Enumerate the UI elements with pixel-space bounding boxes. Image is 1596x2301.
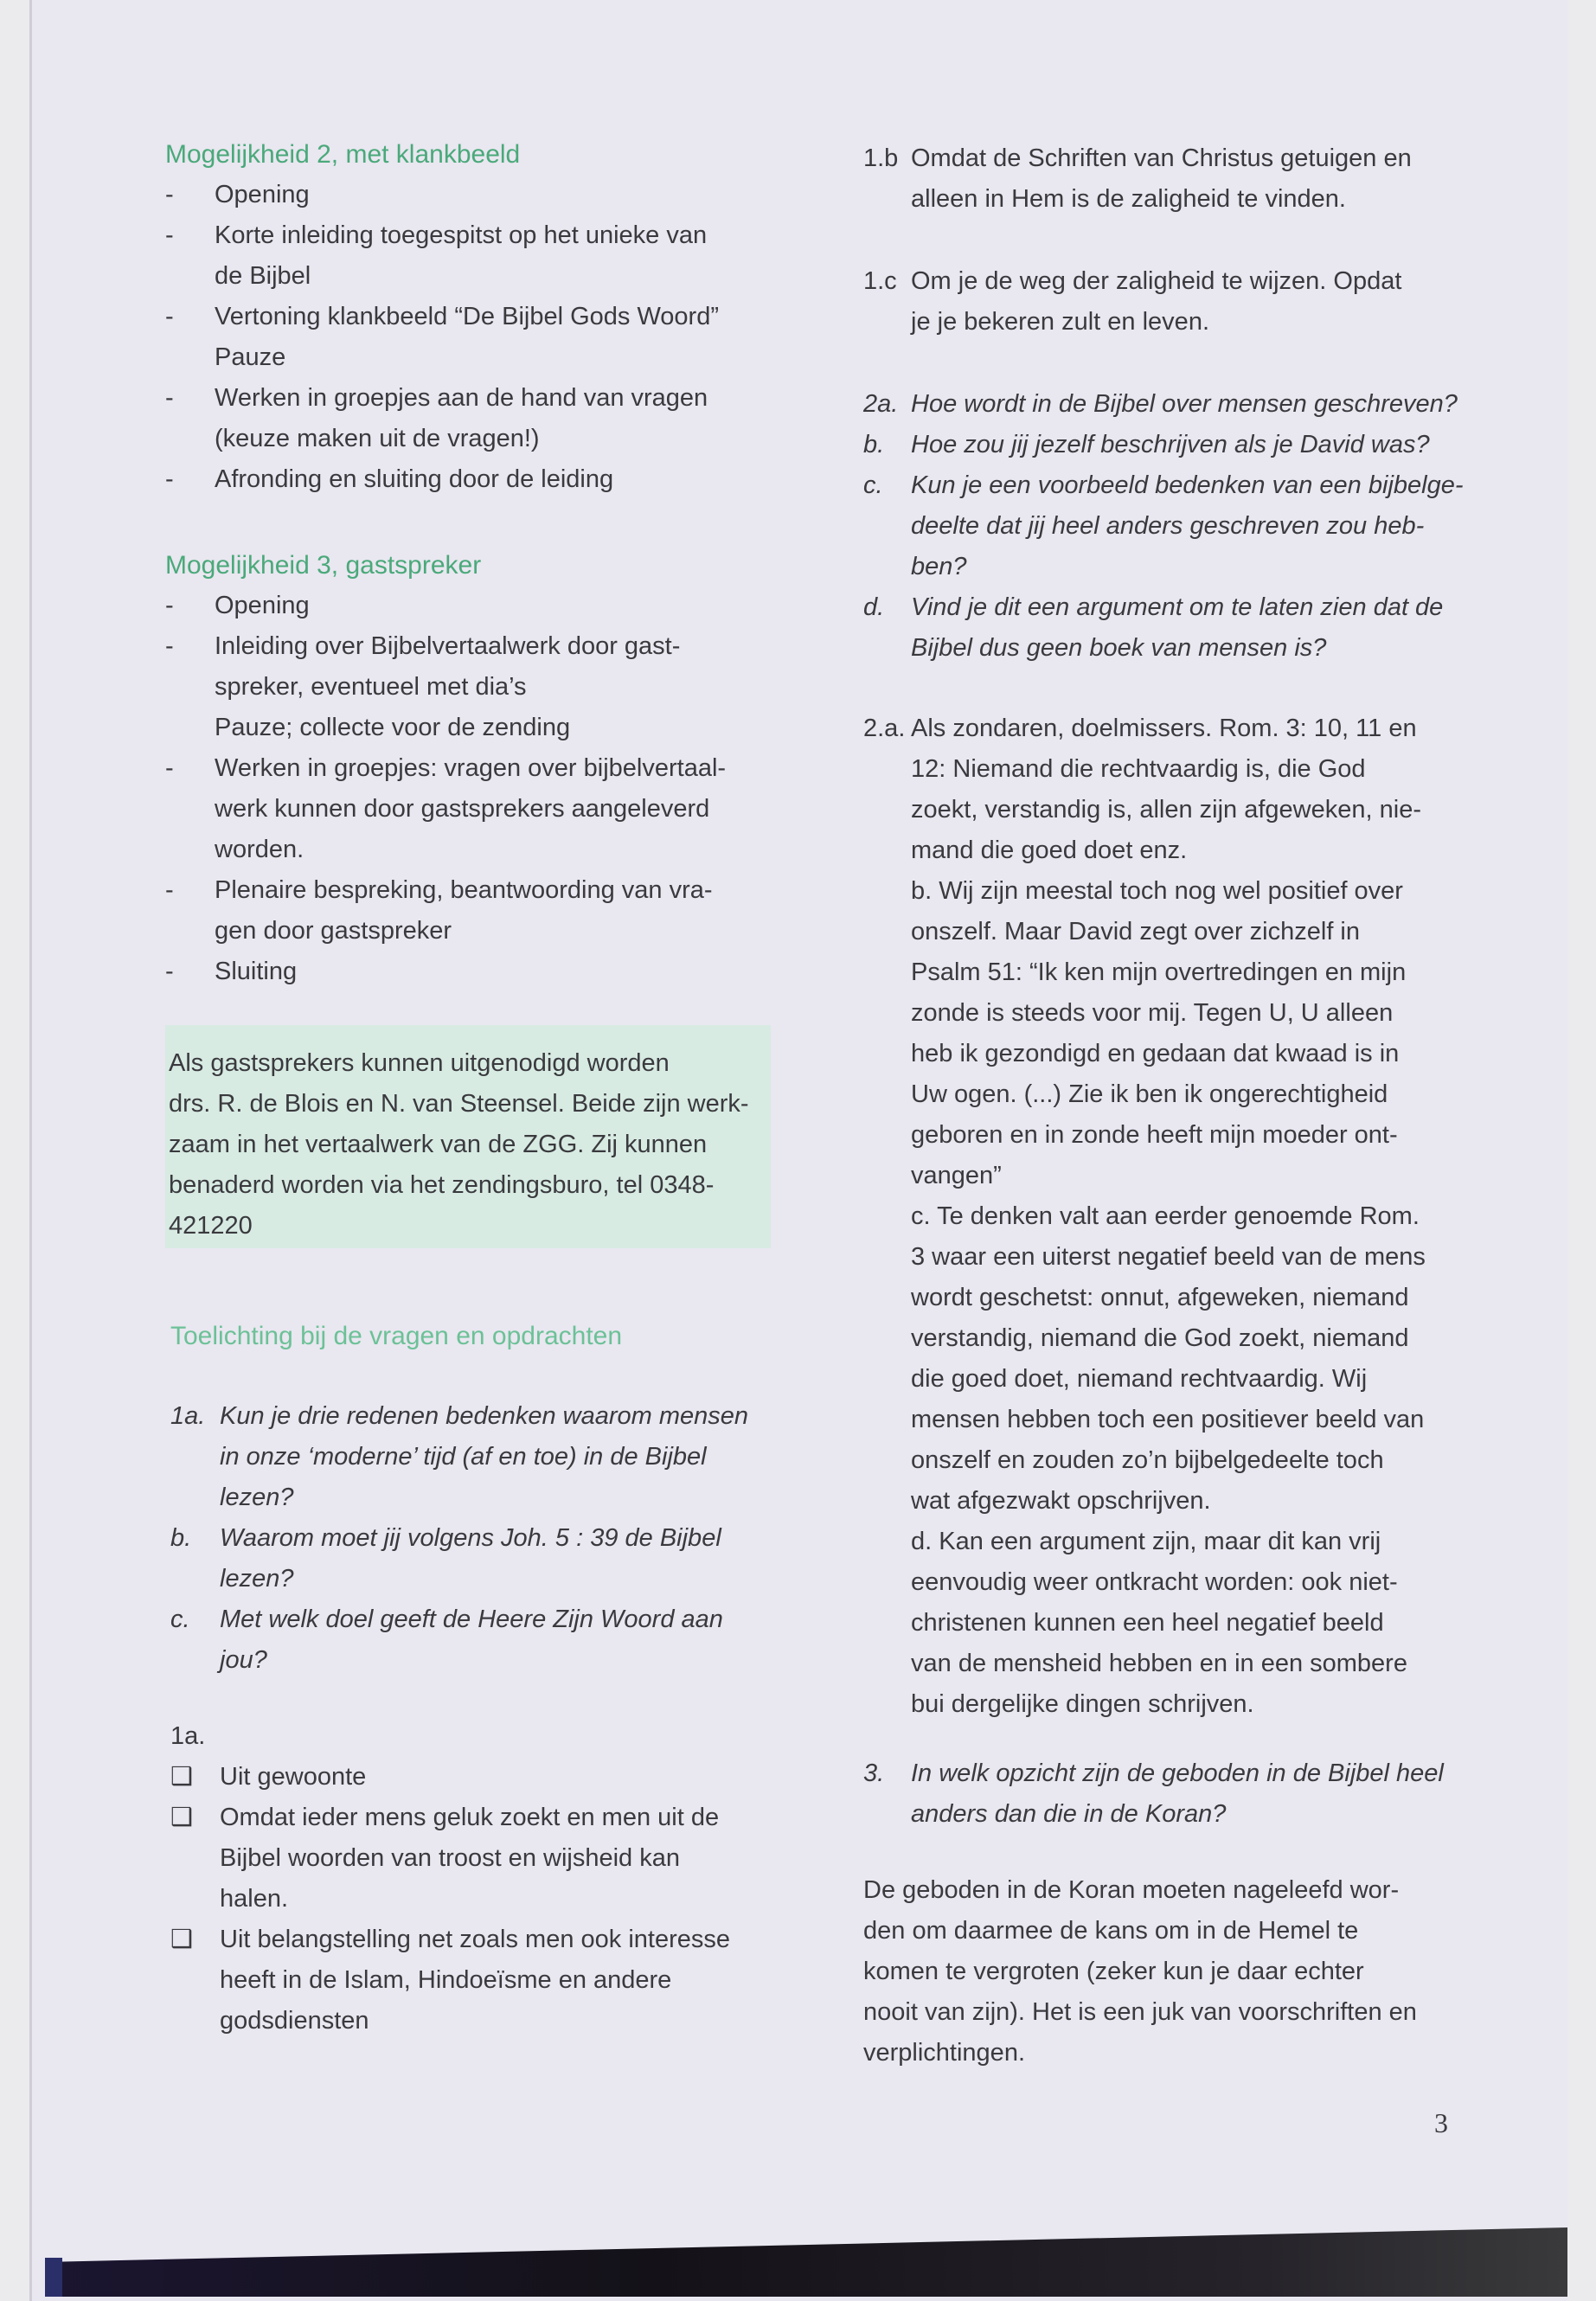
- item-text: [220, 1920, 730, 2041]
- item-text: [911, 587, 1443, 669]
- text-line: 3 waar een uiterst negatief beeld van de mens: [911, 1243, 1426, 1271]
- text-line: ben?: [911, 553, 967, 580]
- list-item: [165, 626, 726, 748]
- page-edge: [29, 0, 32, 2301]
- list-marker: 1a.: [170, 1402, 206, 1430]
- text-line: Werken in groepjes: vragen over bijbelvertaal-: [215, 754, 727, 782]
- text-line: d. Kan een argument zijn, maar dit kan vrij: [911, 1528, 1381, 1555]
- answer-1a-list: [170, 1757, 730, 2041]
- list-marker: b.: [863, 431, 885, 458]
- text-line: lezen?: [220, 1484, 294, 1511]
- text-line: mensen hebben toch een positiever beeld van: [911, 1406, 1425, 1433]
- list-marker: -: [165, 303, 174, 330]
- text-line: Werken in groepjes aan de hand van vragen: [215, 384, 708, 412]
- answer-2: [863, 708, 1426, 1725]
- text-line: benaderd worden via het zendingsburo, tel 0348-: [169, 1171, 715, 1199]
- text-line: Opening: [215, 592, 310, 619]
- list-item: [165, 870, 726, 952]
- list-item: [165, 586, 726, 626]
- list-marker: -: [165, 181, 174, 208]
- question-3: [863, 1753, 1444, 1835]
- checkbox-icon: ❑: [170, 1926, 193, 1953]
- list-item: [169, 1043, 749, 1247]
- text-line: heb ik gezondigd en gedaan dat kwaad is in: [911, 1040, 1400, 1067]
- text-line: godsdiensten: [220, 2007, 369, 2035]
- text-line: worden.: [215, 836, 304, 863]
- text-line: Inleiding over Bijbelvertaalwerk door gast-: [215, 632, 681, 660]
- scan-edge-mark: [45, 2258, 62, 2297]
- text-line: Als zondaren, doelmissers. Rom. 3: 10, 11 en: [911, 715, 1417, 742]
- text-line: verstandig, niemand die God zoekt, niemand: [911, 1324, 1409, 1352]
- list-marker: -: [165, 754, 174, 782]
- text-line: nooit van zijn). Het is een juk van voorschriften en: [863, 1998, 1417, 2026]
- list-item: [863, 384, 1464, 425]
- questions-1: [170, 1396, 748, 1681]
- text-line: Psalm 51: “Ik ken mijn overtredingen en mijn: [911, 958, 1407, 986]
- item-text: [215, 459, 613, 500]
- answer-1a-label: 1a.: [170, 1722, 206, 1750]
- answer-1b: [863, 138, 1412, 220]
- text-line: werk kunnen door gastsprekers aangeleverd: [215, 795, 710, 823]
- text-line: Uw ogen. (...) Zie ik ben ik ongerechtigheid: [911, 1080, 1388, 1108]
- list-marker: c.: [170, 1606, 190, 1633]
- text-line: jou?: [220, 1646, 267, 1674]
- item-text: [215, 175, 310, 215]
- text-line: Pauze: [215, 343, 286, 371]
- item-text: [215, 297, 719, 378]
- text-line: Kun je een voorbeeld bedenken van een bijbelge-: [911, 471, 1464, 499]
- text-line: Sluiting: [215, 958, 298, 985]
- text-line: Opening: [215, 181, 310, 208]
- list-marker: -: [165, 592, 174, 619]
- heading-option-3: Mogelijkheid 3, gastspreker: [165, 551, 482, 580]
- page-number: 3: [1434, 2107, 1448, 2138]
- heading-toelichting: Toelichting bij de vragen en opdrachten: [170, 1322, 623, 1350]
- list-item: [170, 1798, 730, 1920]
- text-line: in onze ‘moderne’ tijd (af en toe) in de Bijbel: [220, 1443, 707, 1471]
- item-text: [215, 215, 707, 297]
- text-line: Omdat ieder mens geluk zoekt en men uit de: [220, 1804, 720, 1831]
- text-line: Omdat de Schriften van Christus getuigen en: [911, 144, 1412, 172]
- list-item: [170, 1518, 748, 1599]
- list-item: [165, 952, 726, 992]
- item-text: [911, 384, 1458, 425]
- item-text: [215, 870, 713, 952]
- item-text: [220, 1599, 723, 1681]
- text-line: Als gastsprekers kunnen uitgenodigd worden: [169, 1049, 670, 1077]
- item-text: [911, 261, 1401, 343]
- list-item: [863, 138, 1412, 220]
- text-line: Waarom moet jij volgens Joh. 5 : 39 de Bijbel: [220, 1524, 721, 1552]
- list-marker: -: [165, 632, 174, 660]
- text-line: spreker, eventueel met dia’s: [215, 673, 527, 701]
- answer-3: [863, 1870, 1417, 2073]
- heading-option-2: Mogelijkheid 2, met klankbeeld: [165, 140, 521, 169]
- list-item: [863, 1870, 1417, 2073]
- list-marker: 3.: [863, 1759, 885, 1787]
- item-text: [220, 1518, 721, 1599]
- text-line: alleen in Hem is de zaligheid te vinden.: [911, 185, 1346, 213]
- text-line: Om je de weg der zaligheid te wijzen. Opdat: [911, 267, 1402, 295]
- text-line: Afronding en sluiting door de leiding: [215, 465, 614, 493]
- text-line: onszelf. Maar David zegt over zichzelf in: [911, 918, 1360, 945]
- item-text: [215, 626, 680, 748]
- text-line: onszelf en zouden zo’n bijbelgedeelte toch: [911, 1446, 1384, 1474]
- text-line: In welk opzicht zijn de geboden in de Bijbel heel: [911, 1759, 1444, 1787]
- list-item: [170, 1757, 730, 1798]
- list-marker: 1.b: [863, 144, 899, 172]
- text-line: Hoe zou jij jezelf beschrijven als je David was?: [911, 431, 1430, 458]
- text-line: Plenaire bespreking, beantwoording van vra-: [215, 876, 713, 904]
- item-text: [215, 952, 297, 992]
- list-item: [170, 1920, 730, 2041]
- list-item: [165, 748, 726, 870]
- text-line: Pauze; collecte voor de zending: [215, 714, 571, 741]
- list-item: [863, 465, 1464, 587]
- text-line: van de mensheid hebben en in een sombere: [911, 1650, 1407, 1677]
- list-item: [170, 1396, 748, 1518]
- item-text: [911, 425, 1430, 465]
- list-marker: -: [165, 384, 174, 412]
- questions-2: [863, 384, 1464, 669]
- item-text: [220, 1757, 366, 1798]
- text-line: christenen kunnen een heel negatief beeld: [911, 1609, 1384, 1637]
- text-line: c. Te denken valt aan eerder genoemde Rom.: [911, 1202, 1420, 1230]
- list-marker: -: [165, 958, 174, 985]
- text-line: 12: Niemand die rechtvaardig is, die God: [911, 755, 1366, 783]
- text-line: Bijbel dus geen boek van mensen is?: [911, 634, 1327, 662]
- text-line: Uit belangstelling net zoals men ook interesse: [220, 1926, 730, 1953]
- item-text: [911, 708, 1426, 1725]
- list-item: [165, 459, 719, 500]
- text-line: gen door gastspreker: [215, 917, 452, 945]
- text-line: De geboden in de Koran moeten nageleefd wor-: [863, 1876, 1400, 1904]
- list-item: [165, 215, 719, 297]
- checkbox-icon: ❑: [170, 1763, 193, 1791]
- list-marker: b.: [170, 1524, 192, 1552]
- list-item: [863, 708, 1426, 1725]
- list-item: [165, 297, 719, 378]
- text-line: wat afgezwakt opschrijven.: [911, 1487, 1211, 1515]
- list-item: [863, 261, 1401, 343]
- text-line: zaam in het vertaalwerk van de ZGG. Zij kunnen: [169, 1131, 708, 1158]
- text-line: heeft in de Islam, Hindoeïsme en andere: [220, 1966, 672, 1994]
- text-line: Vind je dit een argument om te laten zien dat de: [911, 593, 1444, 621]
- list-item: [165, 378, 719, 459]
- text-line: Uit gewoonte: [220, 1763, 367, 1791]
- text-line: mand die goed doet enz.: [911, 836, 1188, 864]
- item-text: [911, 465, 1464, 587]
- item-text: [911, 138, 1412, 220]
- text-line: verplichtingen.: [863, 2039, 1025, 2067]
- item-text: [169, 1043, 749, 1247]
- text-line: geboren en in zonde heeft mijn moeder ont-: [911, 1121, 1398, 1149]
- text-line: Kun je drie redenen bedenken waarom mensen: [220, 1402, 749, 1430]
- list-marker: -: [165, 465, 174, 493]
- item-text: [215, 586, 310, 626]
- text-line: Vertoning klankbeeld “De Bijbel Gods Woord”: [215, 303, 720, 330]
- text-line: Met welk doel geeft de Heere Zijn Woord aan: [220, 1606, 723, 1633]
- checkbox-icon: ❑: [170, 1804, 193, 1831]
- text-line: halen.: [220, 1885, 289, 1913]
- list-marker: -: [165, 876, 174, 904]
- text-line: zonde is steeds voor mij. Tegen U, U alleen: [911, 999, 1394, 1027]
- text-line: b. Wij zijn meestal toch nog wel positief over: [911, 877, 1403, 905]
- list-marker: c.: [863, 471, 883, 499]
- text-line: lezen?: [220, 1565, 294, 1593]
- text-line: Hoe wordt in de Bijbel over mensen geschreven?: [911, 390, 1458, 418]
- text-line: zoekt, verstandig is, allen zijn afgeweken, nie-: [911, 796, 1421, 824]
- answer-1c: [863, 261, 1401, 343]
- text-line: Korte inleiding toegespitst op het unieke van: [215, 221, 708, 249]
- list-item: [170, 1599, 748, 1681]
- text-line: die goed doet, niemand rechtvaardig. Wij: [911, 1365, 1368, 1393]
- text-line: 421220: [169, 1212, 253, 1240]
- text-line: vangen”: [911, 1162, 1002, 1189]
- text-line: den om daarmee de kans om in de Hemel te: [863, 1917, 1359, 1945]
- option-3-list: [165, 586, 726, 992]
- item-text: [220, 1798, 719, 1920]
- item-text: [220, 1396, 748, 1518]
- text-line: drs. R. de Blois en N. van Steensel. Beide zijn werk-: [169, 1090, 749, 1118]
- text-line: wordt geschetst: onnut, afgeweken, niemand: [911, 1284, 1409, 1311]
- text-line: eenvoudig weer ontkracht worden: ook niet-: [911, 1568, 1398, 1596]
- list-marker: d.: [863, 593, 885, 621]
- text-line: deelte dat jij heel anders geschreven zou heb-: [911, 512, 1425, 540]
- item-text: [911, 1753, 1444, 1835]
- text-line: (keuze maken uit de vragen!): [215, 425, 540, 452]
- list-item: [863, 1753, 1444, 1835]
- list-marker: 1.c: [863, 267, 897, 295]
- text-line: je je bekeren zult en leven.: [911, 308, 1209, 336]
- list-item: [165, 175, 719, 215]
- text-line: Bijbel woorden van troost en wijsheid kan: [220, 1844, 680, 1872]
- item-text: [215, 748, 726, 870]
- list-item: [863, 425, 1464, 465]
- item-text: [215, 378, 708, 459]
- text-line: de Bijbel: [215, 262, 311, 290]
- text-line: bui dergelijke dingen schrijven.: [911, 1690, 1254, 1718]
- list-marker: -: [165, 221, 174, 249]
- text-line: komen te vergroten (zeker kun je daar echter: [863, 1958, 1364, 1985]
- list-marker: 2a.: [863, 390, 899, 418]
- list-item: [863, 587, 1464, 669]
- guest-speaker-note: [169, 1043, 749, 1247]
- option-2-list: [165, 175, 719, 500]
- list-marker: 2.a.: [863, 715, 906, 742]
- text-line: anders dan die in de Koran?: [911, 1800, 1227, 1828]
- item-text: [863, 1870, 1417, 2073]
